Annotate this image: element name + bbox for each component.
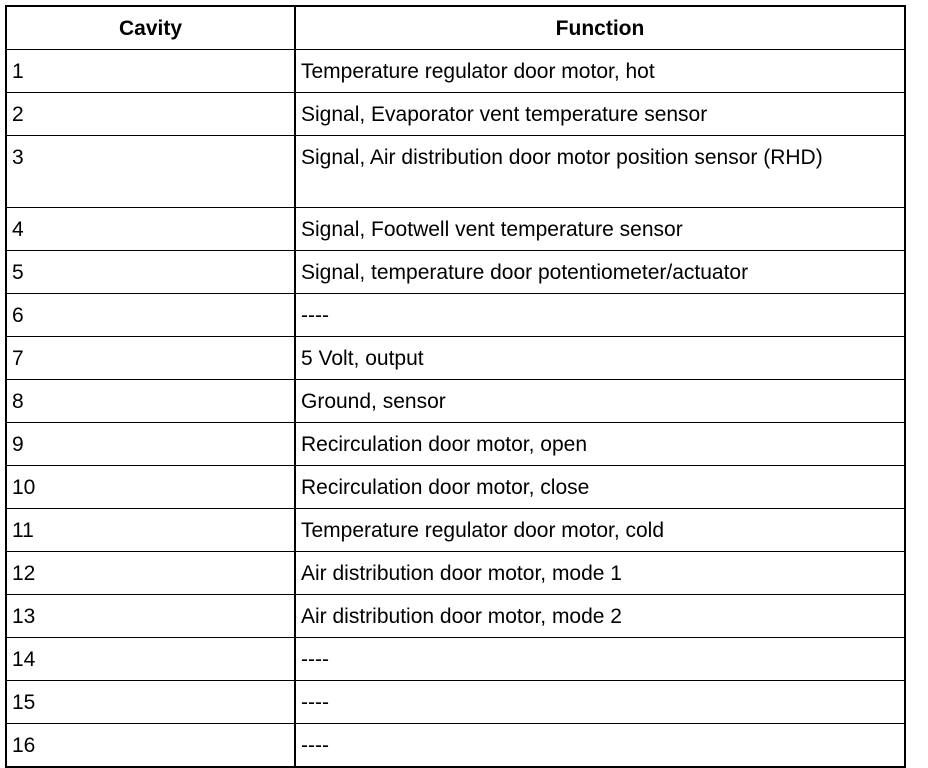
- cavity-cell: 7: [7, 337, 295, 380]
- function-cell: ----: [295, 724, 904, 767]
- cavity-cell: 1: [7, 50, 295, 93]
- function-column-header: Function: [295, 7, 904, 50]
- function-cell: Recirculation door motor, close: [295, 466, 904, 509]
- function-cell: Temperature regulator door motor, hot: [295, 50, 904, 93]
- table-row: [7, 50, 904, 93]
- function-cell: 5 Volt, output: [295, 337, 904, 380]
- cavity-cell: 14: [7, 638, 295, 681]
- cavity-cell: 8: [7, 380, 295, 423]
- cavity-cell: 13: [7, 595, 295, 638]
- table-row: [7, 423, 904, 466]
- function-cell: Signal, Evaporator vent temperature sensor: [295, 93, 904, 136]
- cavity-cell: 11: [7, 509, 295, 552]
- table-row: [7, 724, 904, 767]
- table-row: [7, 337, 904, 380]
- function-cell: Ground, sensor: [295, 380, 904, 423]
- cavity-cell: 4: [7, 208, 295, 251]
- cavity-cell: 16: [7, 724, 295, 767]
- table-header-row: [7, 7, 904, 50]
- cavity-cell: 12: [7, 552, 295, 595]
- table-row: [7, 136, 904, 208]
- cavity-cell: 15: [7, 681, 295, 724]
- table-row: [7, 93, 904, 136]
- table-row: [7, 466, 904, 509]
- cavity-cell: 3: [7, 136, 295, 208]
- table-row: [7, 638, 904, 681]
- function-cell: Temperature regulator door motor, cold: [295, 509, 904, 552]
- function-cell: Signal, temperature door potentiometer/actuator: [295, 251, 904, 294]
- function-cell: ----: [295, 638, 904, 681]
- cavity-column-header: Cavity: [7, 7, 295, 50]
- cavity-cell: 5: [7, 251, 295, 294]
- function-cell: ----: [295, 681, 904, 724]
- table-row: [7, 552, 904, 595]
- table-row: [7, 380, 904, 423]
- table-row: [7, 251, 904, 294]
- cavity-function-table: [7, 7, 904, 766]
- function-cell: Recirculation door motor, open: [295, 423, 904, 466]
- table-row: [7, 509, 904, 552]
- cavity-cell: 10: [7, 466, 295, 509]
- table-row: [7, 208, 904, 251]
- cavity-cell: 6: [7, 294, 295, 337]
- function-cell: Air distribution door motor, mode 2: [295, 595, 904, 638]
- table-row: [7, 294, 904, 337]
- table-row: [7, 681, 904, 724]
- table-row: [7, 595, 904, 638]
- function-cell: ----: [295, 294, 904, 337]
- cavity-function-table-frame: [5, 5, 906, 768]
- function-cell: Signal, Air distribution door motor position sensor (RHD): [295, 136, 904, 208]
- cavity-cell: 9: [7, 423, 295, 466]
- function-cell: Air distribution door motor, mode 1: [295, 552, 904, 595]
- cavity-cell: 2: [7, 93, 295, 136]
- function-cell: Signal, Footwell vent temperature sensor: [295, 208, 904, 251]
